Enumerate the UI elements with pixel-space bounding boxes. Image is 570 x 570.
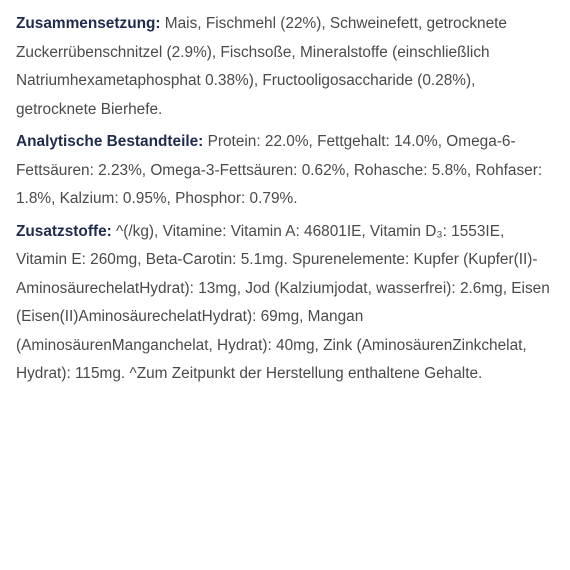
additives-label: Zusatzstoffe: [16,222,112,240]
additives-paragraph [16,218,554,389]
analytical-constituents-label: Analytische Bestandteile: [16,133,204,150]
additives-text: ^(/kg), Vitamine: Vitamin A: 46801IE, Vitamin D₃: 1553IE, Vitamin E: 260mg, Beta-Carotin: 5.1mg. Spurenelemente: Kupfer (Kupfer(II)-AminosäurechelatHydrat): 13mg, Jod (Kalziumjodat, wasserfrei): 2.6mg, Eisen (Eisen(II)AminosäurechelatHydrat): 69mg, Mangan (AminosäurenManganchelat, Hydrat): 40mg, Zink (AminosäurenZinkchelat, Hydrat): 115mg. ^Zum Zeitpunkt der Herstellung enthaltene Gehalte. [16,222,550,382]
composition-text: Mais, Fischmehl (22%), Schweinefett, getrocknete Zuckerrübenschnitzel (2.9%), Fischsoße, Mineralstoffe (einschließlich Natriumhexametaphosphat 0.38%), Fructooligosaccharide (0.28%), getrocknete Bierhefe. [16,15,507,118]
analytical-constituents-paragraph [16,128,554,214]
analytical-constituents-text: Protein: 22.0%, Fettgehalt: 14.0%, Omega-6-Fettsäuren: 2.23%, Omega-3-Fettsäuren: 0.62%, Rohasche: 5.8%, Rohfaser: 1.8%, Kalzium: 0.95%, Phosphor: 0.79%. [16,133,543,207]
composition-paragraph [16,10,554,124]
composition-label: Zusammensetzung: [16,15,161,32]
